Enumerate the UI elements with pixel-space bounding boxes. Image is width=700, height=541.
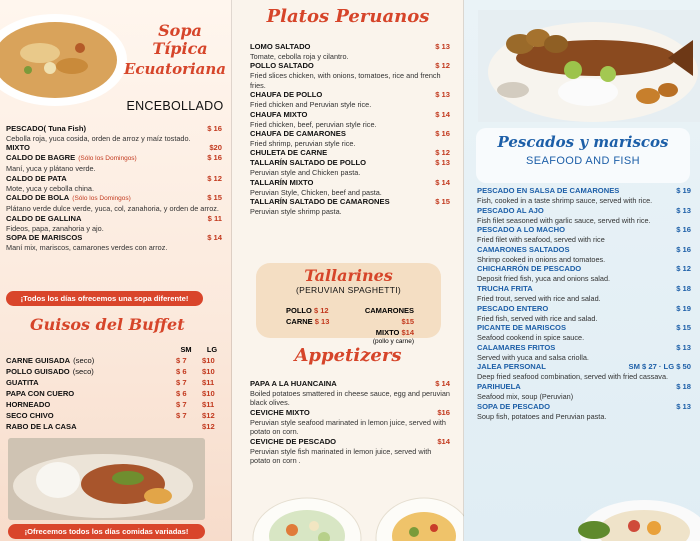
tallarines-subtitle: (PERUVIAN SPAGHETTI) bbox=[295, 285, 402, 295]
buffet-dish-name: SECO CHIVO bbox=[6, 411, 54, 420]
soup-subtitle: ENCEBOLLADO bbox=[126, 99, 224, 113]
dish-price: $ 12 bbox=[207, 173, 222, 183]
soup-title-2: Típica bbox=[152, 39, 208, 58]
buffet-dish-note: (seco) bbox=[73, 356, 95, 365]
dish-row bbox=[250, 408, 450, 418]
dish-row bbox=[250, 437, 450, 447]
platos-list bbox=[250, 42, 450, 217]
dish-name: CHAUFA MIXTO bbox=[250, 109, 308, 119]
tallarines-mixto-label: MIXTO bbox=[375, 328, 400, 337]
dish-row bbox=[6, 193, 222, 204]
dish-note: (Sólo los Domingos) bbox=[78, 155, 137, 163]
dish-note: (Sólo los Domingos) bbox=[72, 195, 131, 203]
dish-row bbox=[6, 174, 222, 184]
dish-row bbox=[250, 379, 450, 389]
seafood-row bbox=[477, 362, 691, 372]
dish-row bbox=[250, 90, 450, 100]
dish-name: CHAUFA DE POLLO bbox=[250, 90, 323, 100]
buffet-dish-note: (seco) bbox=[72, 367, 94, 376]
seafood-dish-name: CALAMARES FRITOS bbox=[477, 342, 556, 352]
dish-name: MIXTO bbox=[6, 143, 30, 153]
seafood-dish-name: CAMARONES SALTADOS bbox=[477, 244, 570, 254]
seafood-dish-description: Served with yuca and salsa criolla. bbox=[477, 352, 589, 362]
seafood-dish-name: JALEA PERSONAL bbox=[477, 362, 546, 372]
seafood-row bbox=[477, 382, 691, 392]
soup-buffet-panel bbox=[0, 0, 232, 541]
buffet-price-sm: $ 6 bbox=[176, 367, 187, 376]
peruvian-panel bbox=[232, 0, 464, 541]
dish-description: Fried chicken, beef, peruvian style rice. bbox=[250, 119, 377, 129]
soup-title-1: Sopa bbox=[158, 21, 202, 40]
buffet-header bbox=[6, 345, 222, 354]
dish-name: POLLO SALTADO bbox=[250, 61, 314, 71]
buffet-price-lg: $12 bbox=[202, 411, 215, 420]
dish-name: CALDO DE GALLINA bbox=[6, 213, 82, 223]
seafood-dish-price: $ 16 bbox=[676, 225, 691, 235]
buffet-price-lg: $10 bbox=[202, 367, 215, 376]
appetizer-plate-image bbox=[374, 488, 464, 541]
buffet-col-sm: SM bbox=[180, 345, 192, 354]
dish-price: $20 bbox=[209, 143, 222, 153]
buffet-price-lg: $11 bbox=[202, 378, 215, 387]
tallarines-pollo-price: $ 12 bbox=[313, 306, 329, 315]
buffet-dish-name: POLLO GUISADO bbox=[6, 367, 70, 376]
seafood-dish-name: PESCADO AL AJO bbox=[477, 205, 544, 215]
seafood-dish-description: Seafood mix, soup (Peruvian) bbox=[477, 391, 574, 401]
seafood-dish-price: SM $ 27 · LG $ 50 bbox=[628, 362, 691, 372]
dish-name: TALLARÍN MIXTO bbox=[250, 177, 314, 187]
seafood-dish-price: $ 16 bbox=[676, 244, 691, 254]
dish-price: $ 16 bbox=[207, 124, 222, 133]
dish-description: Fried shrimp, peruvian style rice. bbox=[250, 139, 356, 149]
buffet-dish-name: RABO DE LA CASA bbox=[6, 422, 77, 431]
dish-price: $14 bbox=[437, 436, 450, 446]
dish-price: $ 15 bbox=[207, 193, 222, 203]
seafood-row bbox=[477, 264, 691, 274]
dish-description: Peruvian style fish marinated in lemon juice, served with potato on corn . bbox=[250, 446, 432, 466]
buffet-row bbox=[6, 355, 222, 366]
seafood-row bbox=[477, 186, 691, 196]
tallarines-box bbox=[256, 263, 441, 345]
dish-name: CALDO DE BAGRE bbox=[6, 153, 76, 163]
dish-price: $ 16 bbox=[435, 129, 450, 139]
seafood-dish-description: Seafood cookend in spice sauce. bbox=[477, 333, 585, 343]
dish-price: $ 12 bbox=[435, 148, 450, 158]
dish-name: CEVICHE MIXTO bbox=[250, 407, 310, 417]
buffet-price-sm: $ 6 bbox=[176, 389, 187, 398]
buffet-row bbox=[6, 410, 222, 421]
dish-row bbox=[250, 158, 450, 168]
seafood-dish-description: Fish filet seasoned with garlic sauce, served with rice. bbox=[477, 215, 651, 225]
dish-description: Fried slices chicken, with onions, tomatoes, rice and french fries. bbox=[250, 71, 441, 90]
dish-name: PAPA A LA HUANCAINA bbox=[250, 379, 337, 388]
tallarines-carne-label: CARNE bbox=[286, 317, 313, 326]
buffet-col-lg: LG bbox=[206, 345, 218, 354]
buffet-price-lg: $12 bbox=[202, 422, 215, 431]
dish-name: TALLARÍN SALTADO DE CAMARONES bbox=[250, 197, 390, 207]
seafood-row bbox=[477, 225, 691, 235]
buffet-row bbox=[6, 399, 222, 410]
soup-title-3: Ecuatoriana bbox=[123, 60, 227, 78]
dish-price: $16 bbox=[437, 407, 450, 417]
dish-name: TALLARÍN SALTADO DE POLLO bbox=[250, 158, 367, 168]
seafood-dish-name: PICANTE DE MARISCOS bbox=[477, 323, 567, 333]
tallarines-mixto-price: $14 bbox=[401, 328, 414, 337]
buffet-price-lg: $11 bbox=[202, 400, 215, 409]
buffet-dish-name: GUATITA bbox=[6, 378, 39, 387]
dish-price: $ 14 bbox=[435, 379, 450, 388]
dish-row bbox=[6, 124, 222, 134]
dish-name: LOMO SALTADO bbox=[250, 42, 311, 51]
dish-name: SOPA DE MARISCOS bbox=[6, 233, 83, 243]
buffet-row bbox=[6, 388, 222, 399]
appetizers-title: Appetizers bbox=[294, 345, 402, 366]
dish-row bbox=[6, 153, 222, 164]
buffet-food-image bbox=[8, 438, 205, 520]
tallarines-pollo-label: POLLO bbox=[286, 306, 312, 315]
seafood-row bbox=[477, 206, 691, 216]
seafood-dish-name: PESCADO ENTERO bbox=[477, 303, 549, 313]
seafood-dish-description: Soup fish, potatoes and Peruvian pasta. bbox=[477, 411, 607, 421]
dish-price: $ 16 bbox=[207, 153, 222, 163]
dish-description: Peruvian style and Chicken pasta. bbox=[250, 168, 361, 178]
platos-title: Platos Peruanos bbox=[266, 6, 430, 27]
soup-bowl-image bbox=[0, 8, 130, 108]
buffet-dish-name: CARNE GUISADA bbox=[6, 356, 71, 365]
seafood-dish-name: TRUCHA FRITA bbox=[477, 283, 533, 293]
tallarines-camarones-label: CAMARONES bbox=[364, 306, 414, 315]
seafood-row bbox=[477, 343, 691, 353]
seafood-dish-price: $ 13 bbox=[676, 401, 691, 411]
seafood-dish-description: Fried fish, served with rice and salad. bbox=[477, 313, 598, 323]
ceviche-bowl-image bbox=[574, 488, 700, 541]
appetizers-list bbox=[250, 379, 450, 465]
dish-description: Maní, yuca y plátano verde. bbox=[6, 164, 96, 174]
tallarines-mixto-note: (pollo y carne) bbox=[372, 338, 414, 345]
seafood-dish-name: PESCADO EN SALSA DE CAMARONES bbox=[477, 186, 620, 195]
dish-description: Boiled potatoes smattered in cheese sauce, egg and peruvian black olives. bbox=[250, 389, 450, 408]
dish-description: Maní mix, mariscos, camarones verdes con arroz. bbox=[6, 243, 168, 253]
dish-price: $ 14 bbox=[207, 233, 222, 243]
seafood-row bbox=[477, 304, 691, 314]
dish-price: $ 11 bbox=[207, 213, 222, 223]
dish-price: $ 12 bbox=[435, 61, 450, 71]
dish-row bbox=[250, 178, 450, 188]
seafood-dish-name: PESCADO A LO MACHO bbox=[477, 225, 566, 235]
fried-fish-plate-image bbox=[478, 10, 700, 122]
dish-name: CHULETA DE CARNE bbox=[250, 148, 328, 158]
dish-row bbox=[250, 129, 450, 139]
seafood-row bbox=[477, 245, 691, 255]
buffet-banner: ¡Ofrecemos todos los días comidas variadas! bbox=[8, 524, 205, 539]
buffet-row bbox=[6, 421, 222, 432]
seafood-dish-description: Deep fried seafood combination, served with fried cassava. bbox=[477, 372, 669, 382]
dish-description: Tomate, cebolla roja y cilantro. bbox=[250, 52, 349, 61]
seafood-subtitle: SEAFOOD AND FISH bbox=[526, 155, 640, 167]
seafood-dish-price: $ 15 bbox=[676, 323, 691, 333]
dish-row bbox=[250, 42, 450, 52]
buffet-dish-name: HORNEADO bbox=[6, 400, 51, 409]
buffet-price-lg: $10 bbox=[202, 389, 215, 398]
buffet-price-sm: $ 7 bbox=[176, 411, 187, 420]
buffet-price-lg: $10 bbox=[202, 356, 215, 365]
dish-price: $ 15 bbox=[435, 197, 450, 207]
seafood-dish-price: $ 12 bbox=[676, 264, 691, 274]
seafood-title-box bbox=[476, 128, 690, 183]
seafood-title: Pescados y mariscos bbox=[497, 133, 669, 151]
seafood-dish-name: PARIHUELA bbox=[477, 381, 521, 391]
seafood-row bbox=[477, 284, 691, 294]
dish-price: $ 13 bbox=[435, 90, 450, 100]
dish-row bbox=[6, 143, 222, 153]
tallarines-carne-price: $ 13 bbox=[314, 317, 330, 326]
ceviche-plate-image bbox=[252, 488, 362, 541]
seafood-dish-description: Shrimp cooked in onions and tomatoes. bbox=[477, 254, 606, 264]
dish-description: Peruvian style shrimp pasta. bbox=[250, 207, 342, 217]
buffet-row bbox=[6, 366, 222, 377]
dish-price: $ 13 bbox=[435, 158, 450, 168]
dish-name: CALDO DE BOLA bbox=[6, 193, 70, 203]
tallarines-camarones-price: $15 bbox=[401, 317, 414, 326]
dish-row bbox=[250, 61, 450, 71]
dish-price: $ 14 bbox=[435, 177, 450, 187]
dish-description: Cebolla roja, yuca cosida, orden de arroz y maíz tostado. bbox=[6, 134, 191, 143]
dish-name: CEVICHE DE PESCADO bbox=[250, 436, 337, 446]
dish-price: $ 13 bbox=[435, 42, 450, 51]
buffet-price-sm: $ 7 bbox=[176, 400, 187, 409]
soup-banner: ¡Todos los días ofrecemos una sopa diferente! bbox=[6, 291, 203, 306]
seafood-dish-name: SOPA DE PESCADO bbox=[477, 401, 550, 411]
dish-price: $ 14 bbox=[435, 109, 450, 119]
dish-description: Plátano verde dulce verde, yuca, col, zanahoria, y orden de arroz. bbox=[6, 204, 219, 214]
seafood-row bbox=[477, 323, 691, 333]
seafood-dish-price: $ 19 bbox=[676, 303, 691, 313]
buffet-row bbox=[6, 377, 222, 388]
seafood-panel bbox=[464, 0, 700, 541]
buffet-list bbox=[6, 355, 222, 432]
dish-description: Fideos, papa, zanahoria y ajo. bbox=[6, 223, 104, 233]
buffet-price-sm: $ 7 bbox=[176, 356, 187, 365]
buffet-dish-name: PAPA CON CUERO bbox=[6, 389, 75, 398]
seafood-dish-price: $ 18 bbox=[676, 283, 691, 293]
dish-description: Peruvian style seafood marinated in lemon juice, served with potato on corn. bbox=[250, 417, 446, 437]
dish-row bbox=[6, 214, 222, 224]
soup-list bbox=[6, 124, 222, 252]
seafood-dish-description: Fried filet with seafood, served with rice bbox=[477, 235, 605, 245]
dish-description: Peruvian Style, Chicken, beef and pasta. bbox=[250, 187, 382, 197]
dish-row bbox=[250, 148, 450, 158]
seafood-dish-price: $ 19 bbox=[676, 186, 691, 195]
dish-name: PESCADO( Tuna Fish) bbox=[6, 124, 87, 133]
dish-description: Fried chicken and Peruvian style rice. bbox=[250, 100, 372, 110]
dish-name: CHAUFA DE CAMARONES bbox=[250, 129, 346, 139]
seafood-dish-price: $ 13 bbox=[676, 205, 691, 215]
seafood-dish-price: $ 13 bbox=[676, 342, 691, 352]
dish-name: CALDO DE PATA bbox=[6, 173, 67, 183]
seafood-dish-description: Deposit fried fish, yuca and onions salad. bbox=[477, 274, 611, 284]
seafood-list bbox=[477, 186, 691, 421]
dish-row bbox=[6, 233, 222, 243]
buffet-title: Guisos del Buffet bbox=[30, 315, 185, 334]
tallarines-title: Tallarines bbox=[304, 266, 393, 285]
seafood-row bbox=[477, 402, 691, 412]
dish-row bbox=[250, 197, 450, 207]
seafood-dish-name: CHICHARRÓN DE PESCADO bbox=[477, 264, 582, 274]
seafood-dish-description: Fried trout, served with rice and salad. bbox=[477, 293, 601, 303]
seafood-dish-price: $ 18 bbox=[676, 381, 691, 391]
dish-row bbox=[250, 110, 450, 120]
dish-description: Mote, yuca y cebolla china. bbox=[6, 183, 95, 193]
seafood-dish-description: Fish, cooked in a taste shrimp sauce, served with rice. bbox=[477, 196, 653, 205]
buffet-price-sm: $ 7 bbox=[176, 378, 187, 387]
